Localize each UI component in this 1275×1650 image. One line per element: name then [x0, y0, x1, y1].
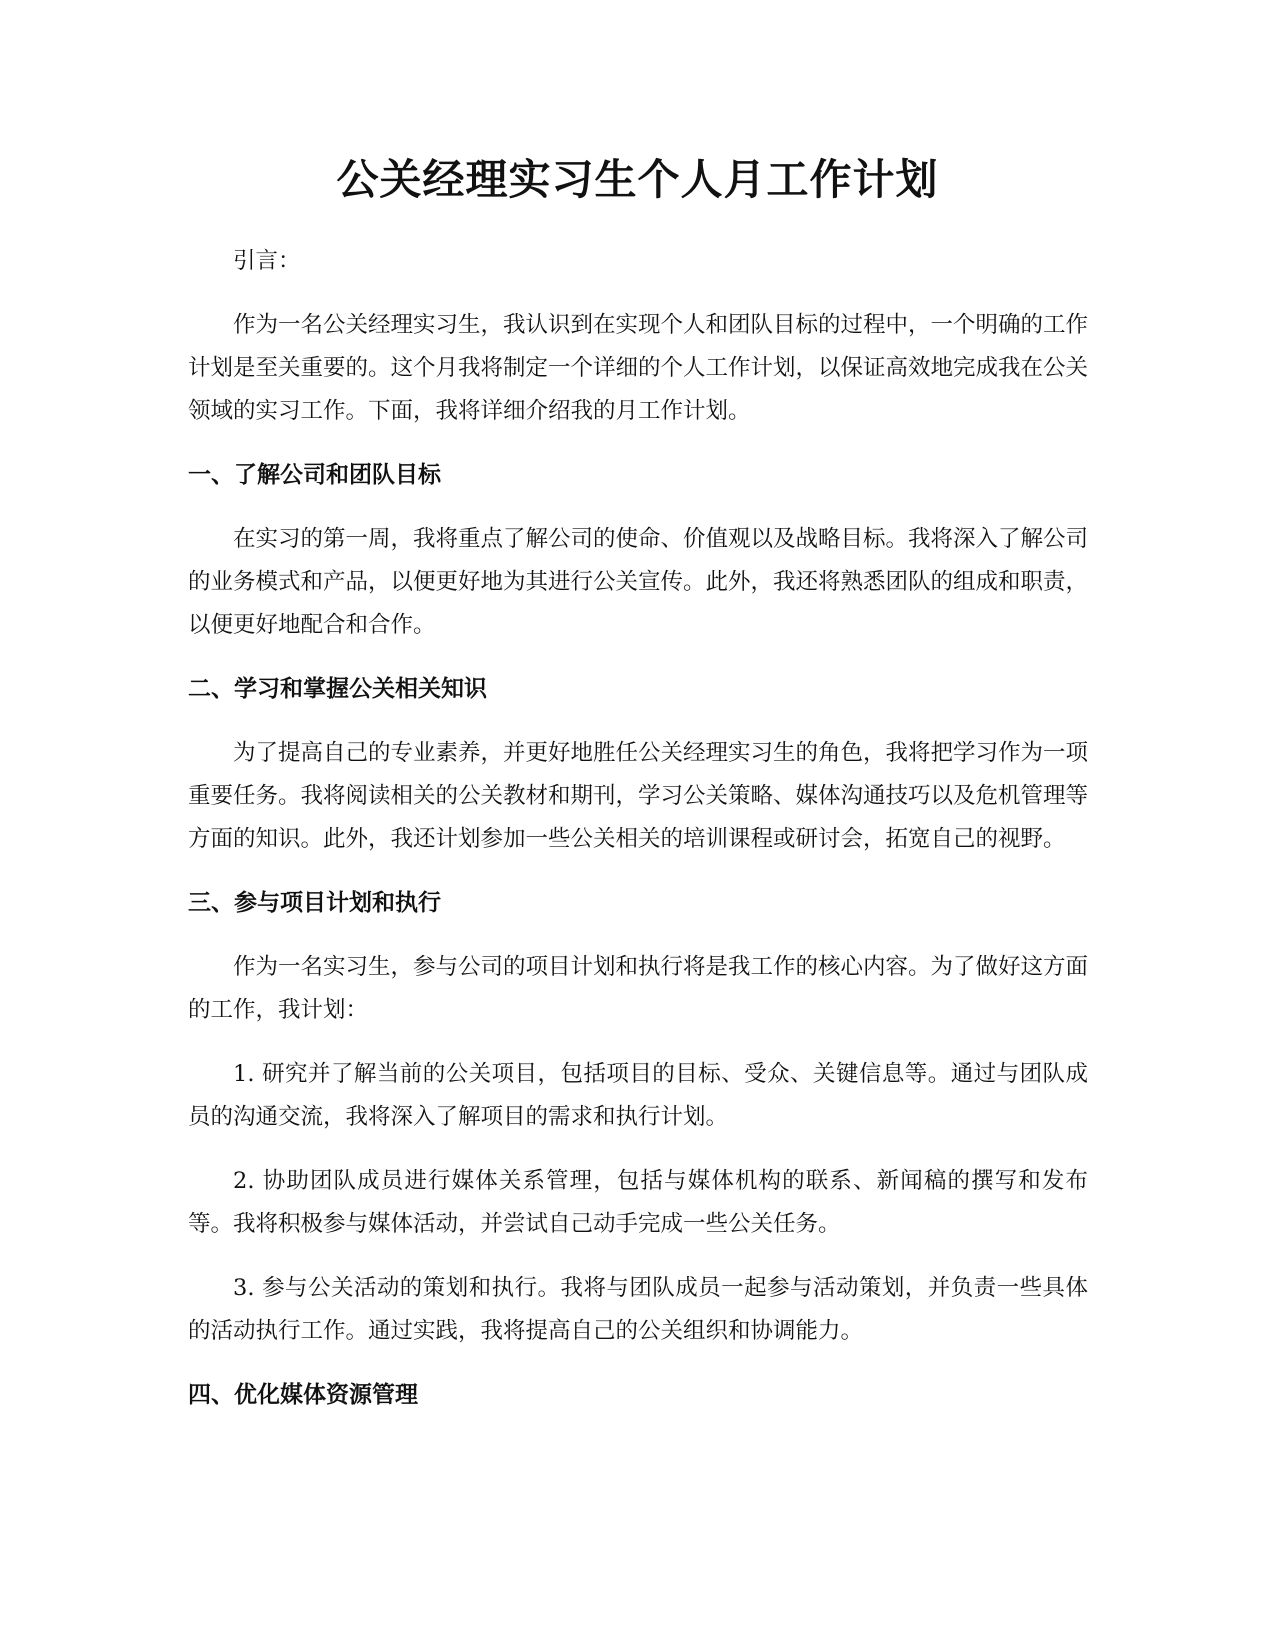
section-3-paragraph-1: 作为一名实习生，参与公司的项目计划和执行将是我工作的核心内容。为了做好这方面的工作，我计划：	[188, 954, 1089, 1023]
section-3-list-item-2: 2. 协助团队成员进行媒体关系管理，包括与媒体机构的联系、新闻稿的撰写和发布等。我将积极参与媒体活动，并尝试自己动手完成一些公关任务。	[188, 1168, 1088, 1237]
section-heading-1: 一、了解公司和团队目标	[188, 462, 441, 488]
section-3-list-item-1: 1. 研究并了解当前的公关项目，包括项目的目标、受众、关键信息等。通过与团队成员的沟通交流，我将深入了解项目的需求和执行计划。	[188, 1061, 1088, 1130]
section-3-list-item-3: 3. 参与公关活动的策划和执行。我将与团队成员一起参与活动策划，并负责一些具体的活动执行工作。通过实践，我将提高自己的公关组织和协调能力。	[188, 1275, 1088, 1344]
intro-paragraph: 作为一名公关经理实习生，我认识到在实现个人和团队目标的过程中，一个明确的工作计划是至关重要的。这个月我将制定一个详细的个人工作计划，以保证高效地完成我在公关领域的实习工作。下面，我将详细介绍我的月工作计划。	[188, 312, 1089, 424]
section-1-paragraph-1: 在实习的第一周，我将重点了解公司的使命、价值观以及战略目标。我将深入了解公司的业务模式和产品，以便更好地为其进行公关宣传。此外，我还将熟悉团队的组成和职责，以便更好地配合和合作。	[188, 526, 1089, 638]
section-heading-2: 二、学习和掌握公关相关知识	[188, 676, 487, 702]
document-title: 公关经理实习生个人月工作计划	[336, 155, 939, 204]
document-body	[188, 240, 1088, 1438]
intro-label: 引言：	[233, 248, 301, 274]
section-heading-3: 三、参与项目计划和执行	[188, 890, 441, 916]
section-2-paragraph-1: 为了提高自己的专业素养，并更好地胜任公关经理实习生的角色，我将把学习作为一项重要任务。我将阅读相关的公关教材和期刊，学习公关策略、媒体沟通技巧以及危机管理等方面的知识。此外，我还计划参加一些公关相关的培训课程或研讨会，拓宽自己的视野。	[188, 740, 1089, 852]
section-heading-4: 四、优化媒体资源管理	[188, 1382, 418, 1408]
